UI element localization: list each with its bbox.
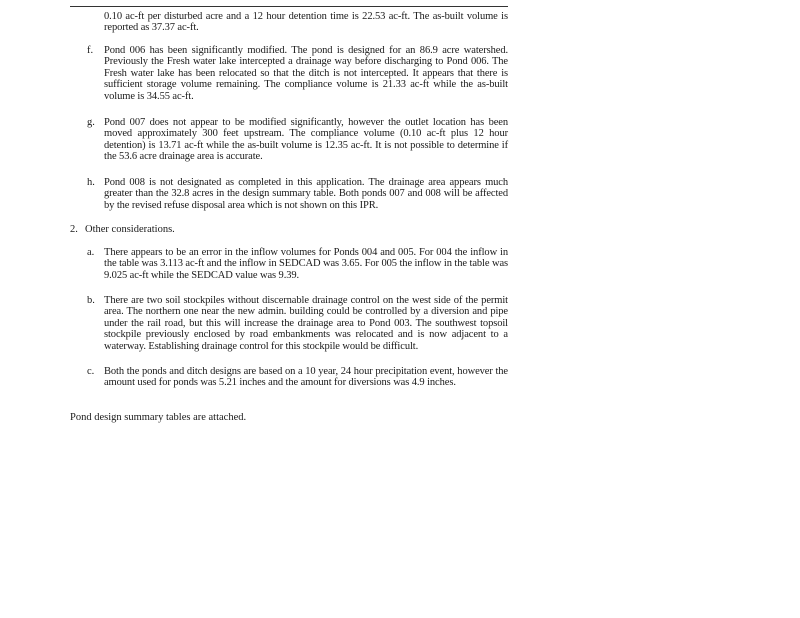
item-b-marker: b. bbox=[87, 295, 95, 306]
section-2-marker: 2. bbox=[70, 224, 78, 235]
item-g-marker: g. bbox=[87, 117, 95, 128]
item-c-paragraph bbox=[104, 366, 508, 389]
item-a-paragraph bbox=[104, 247, 508, 281]
continuation-text: 0.10 ac-ft per disturbed acre and a 12 hour detention time is 22.53 ac-ft. The as-built volume is reported as 37.37 ac-ft. bbox=[104, 11, 508, 34]
item-a-marker: a. bbox=[87, 247, 95, 258]
item-f-paragraph bbox=[104, 45, 508, 102]
continuation-paragraph bbox=[104, 11, 508, 34]
item-h-text: Pond 008 is not designated as completed in this application. The drainage area appears much greater than the 32.8 acres in the design summary table. Both ponds 007 and 008 will be affected by the revised refuse disposal area which is not shown on this IPR. bbox=[104, 177, 508, 211]
item-g-paragraph bbox=[104, 117, 508, 163]
closing-text: Pond design summary tables are attached. bbox=[70, 412, 247, 423]
item-h-paragraph bbox=[104, 177, 508, 211]
item-f-marker: f. bbox=[87, 45, 94, 56]
item-b-paragraph bbox=[104, 295, 508, 352]
item-h-marker: h. bbox=[87, 177, 95, 188]
item-a-text: There appears to be an error in the inflow volumes for Ponds 004 and 005. For 004 the inflow in the table was 3.113 ac-ft and the inflow in SEDCAD was 3.65. For 005 the inflow in the table was 9.025 ac-ft while the SEDCAD value was 9.39. bbox=[104, 247, 508, 281]
section-2-heading: Other considerations. bbox=[85, 224, 175, 235]
item-b-text: There are two soil stockpiles without discernable drainage control on the west side of the permit area. The northern one near the new admin. building could be controlled by a diversion and pipe under the rail road, but this will increase the drainage area to Pond 003. The southwest topsoil stockpile previously enclosed by road embankments was relocated and is now adjacent to a waterway. Establishing drainage control for this stockpile would be difficult. bbox=[104, 295, 508, 352]
item-c-text: Both the ponds and ditch designs are based on a 10 year, 24 hour precipitation event, however the amount used for ponds was 5.21 inches and the amount for diversions was 4.9 inches. bbox=[104, 366, 508, 389]
item-c-marker: c. bbox=[87, 366, 95, 377]
item-g-text: Pond 007 does not appear to be modified significantly, however the outlet location has been moved approximately 300 feet upstream. The compliance volume (0.10 ac-ft plus 12 hour detention) is 13.71 ac-ft while the as-built volume is 12.35 ac-ft. It is not possible to determine if the 53.6 acre drainage area is accurate. bbox=[104, 117, 508, 163]
item-f-text: Pond 006 has been significantly modified. The pond is designed for an 86.9 acre watershed. Previously the Fresh water lake intercepted a drainage way before discharging to Pond 006. The Fresh water lake has been relocated so that the ditch is not intercepted. It appears that there is sufficient storage volume remaining. The compliance volume is 21.33 ac-ft while the as-built volume is 34.55 ac-ft. bbox=[104, 45, 508, 102]
top-rule bbox=[70, 6, 508, 7]
